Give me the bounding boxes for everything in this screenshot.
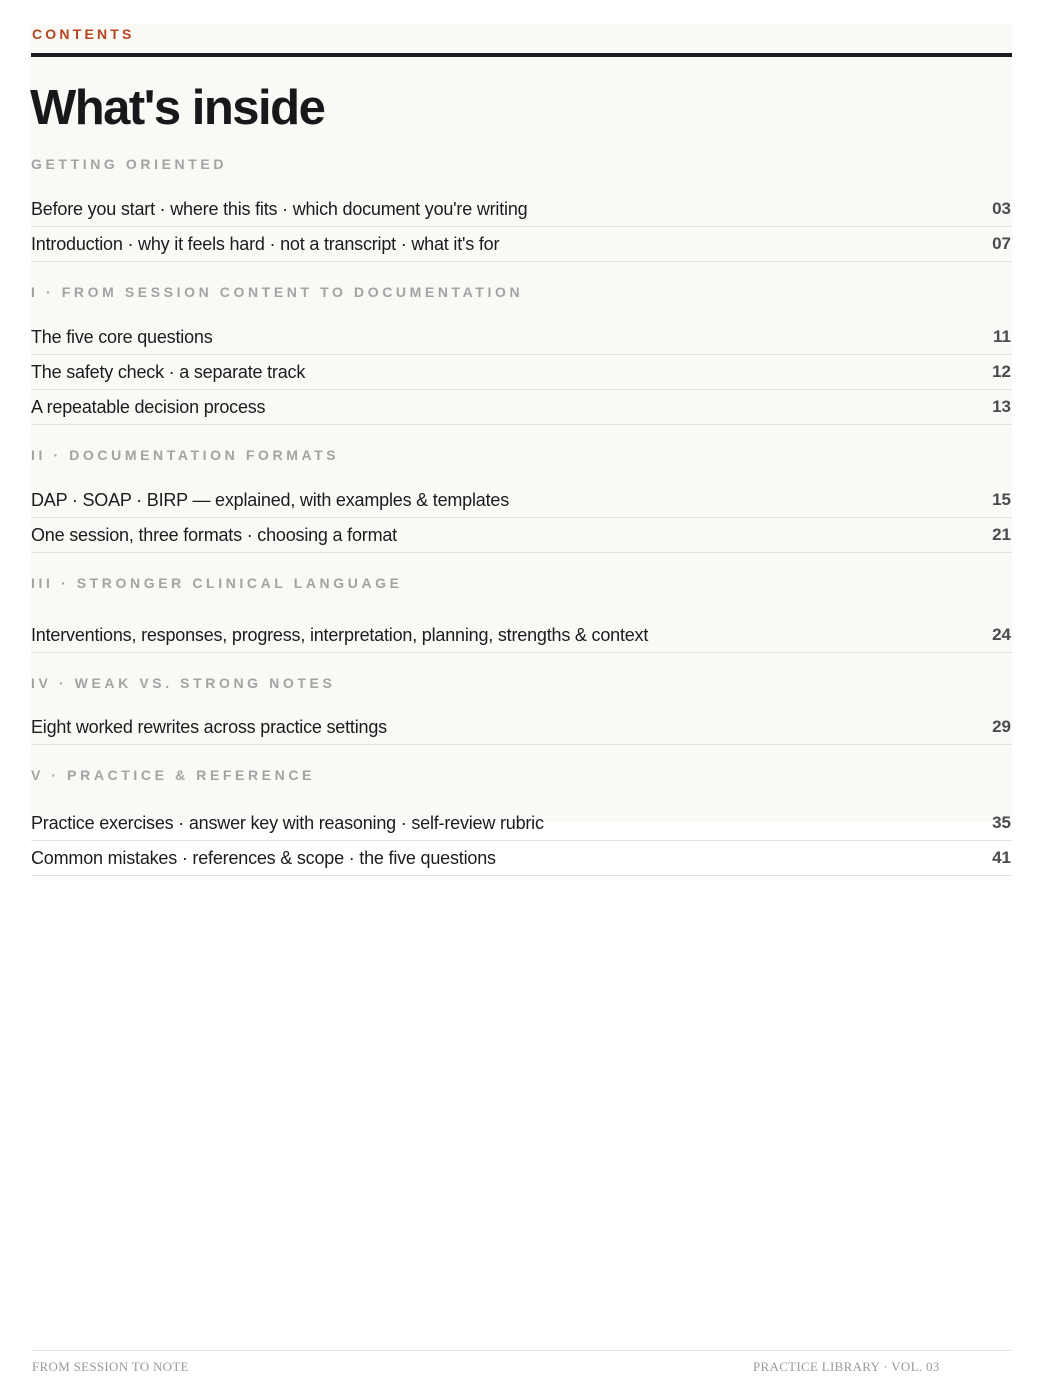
entry-title: Before you start · where this fits · which document you're writing: [31, 198, 528, 219]
section-heading: III · STRONGER CLINICAL LANGUAGE: [31, 575, 403, 591]
toc-entry[interactable]: [31, 192, 1012, 227]
section-entries: [31, 320, 1012, 425]
section-entries: [31, 618, 1012, 653]
entry-title: Interventions, responses, progress, interpretation, planning, strengths & context: [31, 624, 649, 645]
entry-page-number: 13: [992, 397, 1011, 416]
toc-entry[interactable]: [31, 806, 1012, 841]
toc-entry[interactable]: [31, 618, 1012, 653]
footer-rule: [31, 1350, 1012, 1351]
entry-page-number: 15: [992, 490, 1011, 509]
entry-page-number: 29: [992, 717, 1011, 736]
entry-title: The safety check · a separate track: [31, 361, 306, 382]
entry-title: One session, three formats · choosing a format: [31, 524, 397, 545]
entry-title: A repeatable decision process: [31, 396, 266, 417]
entry-page-number: 35: [992, 813, 1011, 832]
toc-entry[interactable]: [31, 227, 1012, 262]
toc-entry[interactable]: [31, 320, 1012, 355]
entry-title: Introduction · why it feels hard · not a transcript · what it's for: [31, 233, 500, 254]
entry-page-number: 21: [992, 525, 1011, 544]
header-rule: [31, 53, 1012, 57]
section-heading: GETTING ORIENTED: [31, 156, 228, 172]
footer-running-title: FROM SESSION TO NOTE: [32, 1359, 189, 1374]
entry-page-number: 12: [992, 362, 1011, 381]
entry-page-number: 24: [992, 625, 1011, 644]
section-heading: V · PRACTICE & REFERENCE: [31, 767, 315, 783]
section-heading: I · FROM SESSION CONTENT TO DOCUMENTATION: [31, 284, 524, 300]
footer-series-label: PRACTICE LIBRARY · VOL. 03: [753, 1359, 940, 1374]
entry-title: The five core questions: [31, 326, 213, 347]
entry-title: Practice exercises · answer key with reasoning · self-review rubric: [31, 812, 544, 833]
section-entries: [31, 192, 1012, 262]
section-heading: IV · WEAK VS. STRONG NOTES: [31, 675, 336, 691]
section-entries: [31, 483, 1012, 553]
toc-entry[interactable]: [31, 390, 1012, 425]
toc-entry[interactable]: [31, 355, 1012, 390]
contents-kicker: CONTENTS: [32, 26, 135, 42]
section-entries: [31, 710, 1012, 745]
toc-entry[interactable]: [31, 710, 1012, 745]
section-heading: II · DOCUMENTATION FORMATS: [31, 447, 340, 463]
page-title: What's inside: [30, 81, 325, 135]
toc-entry[interactable]: [31, 518, 1012, 553]
entry-title: Common mistakes · references & scope · the five questions: [31, 847, 496, 868]
entry-page-number: 07: [992, 234, 1011, 253]
section-entries: [31, 806, 1012, 876]
toc-entry[interactable]: [31, 841, 1012, 876]
entry-page-number: 41: [992, 848, 1011, 867]
toc-entry[interactable]: [31, 483, 1012, 518]
entry-page-number: 03: [992, 199, 1011, 218]
entry-title: DAP · SOAP · BIRP — explained, with examples & templates: [31, 489, 510, 510]
entry-title: Eight worked rewrites across practice settings: [31, 716, 387, 737]
table-of-contents: [31, 148, 1012, 876]
entry-page-number: 11: [993, 327, 1011, 346]
